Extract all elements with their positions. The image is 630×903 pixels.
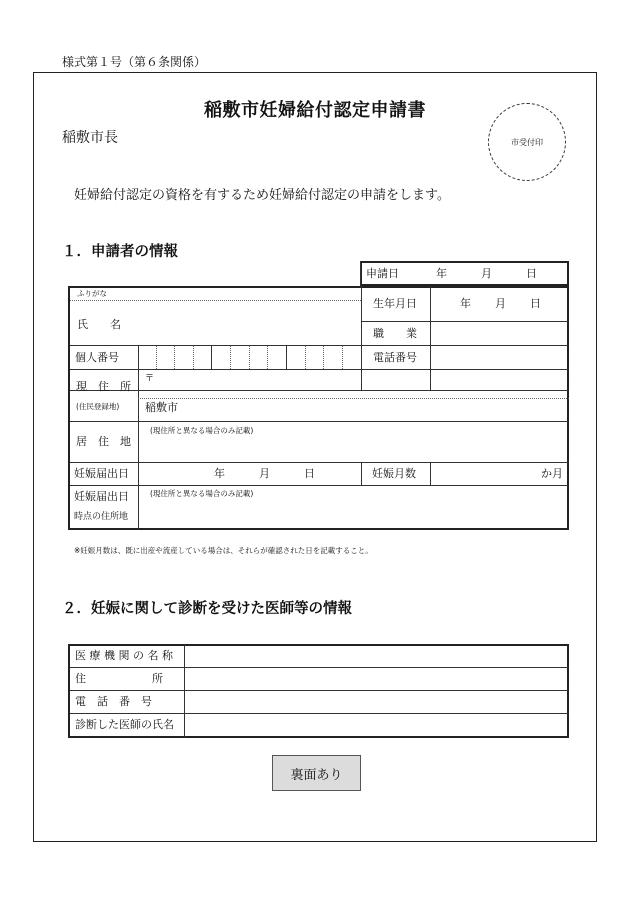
residence-label: 居 住 地 xyxy=(76,435,131,448)
application-date-year: 年 xyxy=(436,267,447,280)
form-reference: 様式第１号（第６条関係） xyxy=(62,55,207,69)
birthdate-year: 年 xyxy=(460,297,471,310)
section1-heading: １．申請者の情報 xyxy=(62,244,178,260)
pregnancy-report-date-year: 年 xyxy=(214,467,225,480)
occupation-input[interactable] xyxy=(432,322,568,344)
application-date-month: 月 xyxy=(481,267,492,280)
report-address-label-line2: 時点の住所地 xyxy=(74,512,129,522)
reception-stamp-area xyxy=(488,103,566,181)
institution-name-label: 医 療 機 関 の 名 称 xyxy=(75,649,173,662)
occupation-label: 職 業 xyxy=(373,327,417,340)
pregnancy-report-date-day: 日 xyxy=(304,467,315,480)
personal-number-input[interactable] xyxy=(139,346,361,368)
pregnancy-report-date-month: 月 xyxy=(259,467,270,480)
form-title: 稲敷市妊婦給付認定申請書 xyxy=(204,100,426,121)
furigana-input[interactable] xyxy=(140,287,360,300)
birthdate-label: 生年月日 xyxy=(373,297,417,310)
personal-number-label: 個人番号 xyxy=(75,351,119,364)
doctor-name-label: 診断した医師の氏名 xyxy=(75,718,174,731)
doctor-name-input[interactable] xyxy=(186,715,568,736)
city-prefill: 稲敷市 xyxy=(145,401,178,414)
phone-input[interactable] xyxy=(432,346,568,368)
address-label: 現 住 所 xyxy=(76,380,131,393)
institution-phone-input[interactable] xyxy=(186,692,568,712)
application-date-day: 日 xyxy=(526,267,537,280)
report-address-label-line1: 妊娠届出日 xyxy=(74,490,129,503)
name-label: 氏 名 xyxy=(77,318,121,331)
name-input[interactable] xyxy=(140,301,360,344)
back-side-button[interactable]: 裏面あり xyxy=(272,755,361,791)
pregnancy-report-date-label: 妊娠届出日 xyxy=(74,467,129,480)
address-sub-label: (住民登録地) xyxy=(76,402,120,411)
institution-phone-label: 電 話 番 号 xyxy=(75,695,152,708)
phone-label: 電話番号 xyxy=(373,351,417,364)
intro-statement: 妊婦給付認定の資格を有するため妊婦給付認定の申請をします。 xyxy=(74,188,450,203)
pregnancy-months-footnote: ※妊娠月数は、既に出産や流産している場合は、それらが確認された日を記載すること。 xyxy=(74,546,373,555)
pregnancy-months-label: 妊娠月数 xyxy=(372,467,416,480)
address-input[interactable] xyxy=(139,370,569,420)
furigana-label: ふりがな xyxy=(77,289,107,298)
stamp-label: 市受付印 xyxy=(511,137,543,147)
birthdate-month: 月 xyxy=(495,297,506,310)
residence-note: (現住所と異なる場合のみ記載) xyxy=(150,426,254,435)
institution-name-input[interactable] xyxy=(186,646,568,666)
institution-address-input[interactable] xyxy=(186,669,568,689)
institution-address-label: 住 所 xyxy=(75,672,163,685)
pregnancy-months-unit: か月 xyxy=(541,467,563,480)
section2-heading: ２．妊娠に関して診断を受けた医師等の情報 xyxy=(62,601,352,617)
report-address-note: (現住所と異なる場合のみ記載) xyxy=(150,489,254,498)
application-date-label: 申請日 xyxy=(366,267,399,280)
addressee: 稲敷市長 xyxy=(62,130,118,146)
birthdate-day: 日 xyxy=(530,297,541,310)
postal-mark: 〒 xyxy=(145,374,155,384)
